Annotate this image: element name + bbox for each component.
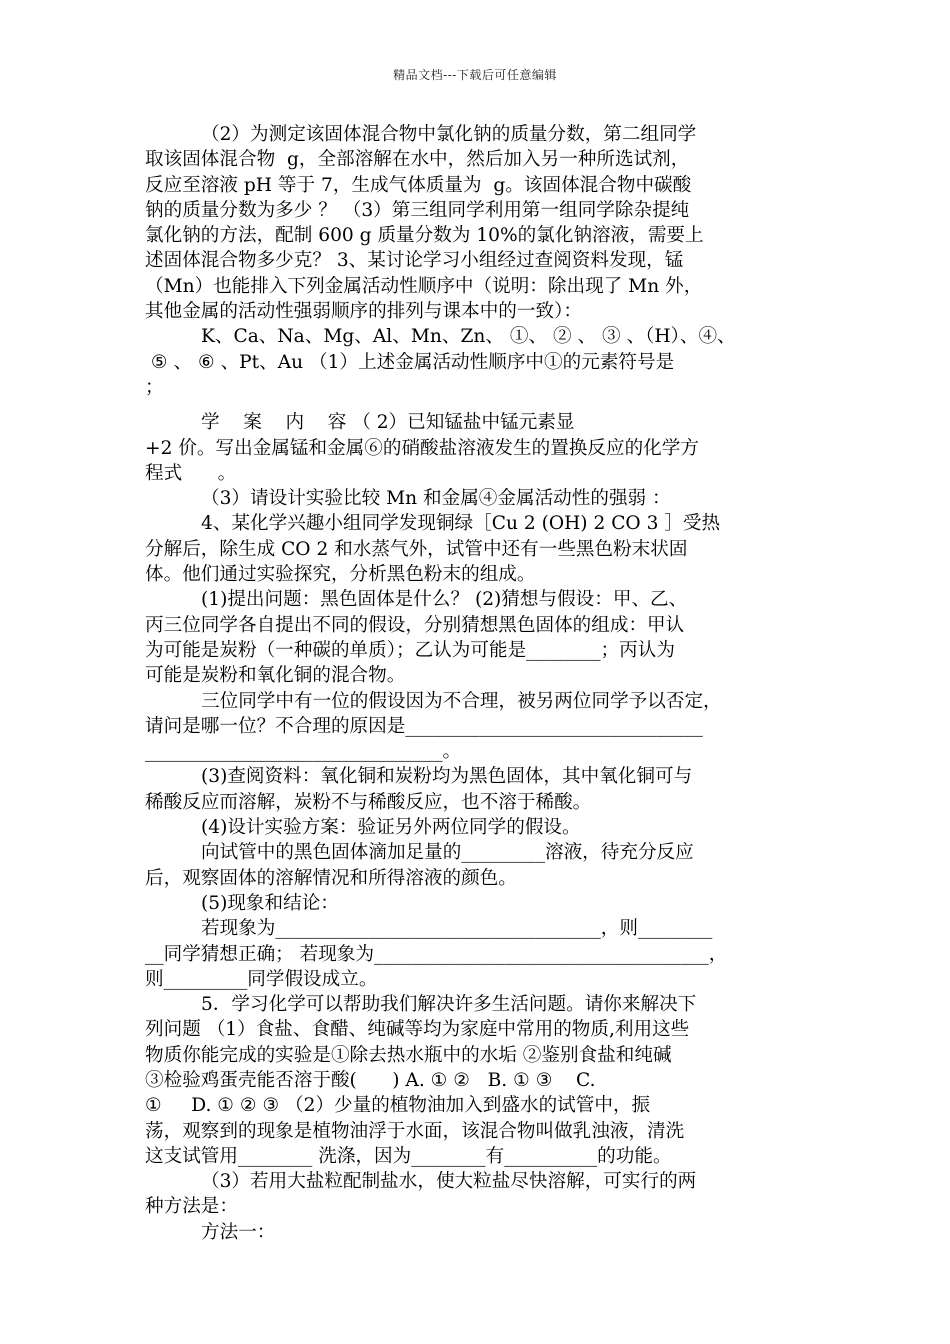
text-line: 请问是哪一位？不合理的原因是________________________________ bbox=[145, 715, 703, 737]
text-line: 列问题 （1）食盐、食醋、纯碱等均为家庭中常用的物质,利用这些 bbox=[145, 1019, 690, 1041]
text-line: 程式 。 bbox=[145, 462, 237, 484]
text-line: (3)查阅资料：氧化铜和炭粉均为黑色固体，其中氧化铜可与 bbox=[201, 766, 693, 788]
text-line: （3）若用大盐粒配制盐水，使大粒盐尽快溶解，可实行的两 bbox=[201, 1171, 697, 1193]
text-line: ③检验鸡蛋壳能否溶于酸( ) A. ① ② B. ① ③ C. bbox=[145, 1069, 596, 1091]
text-line: （3）请设计实验比较 Mn 和金属④金属活动性的强弱 ： bbox=[201, 488, 671, 510]
text-line: (4)设计实验方案：验证另外两位同学的假设。 bbox=[201, 817, 581, 839]
text-line: 体。他们通过实验探究，分析黑色粉末的组成。 bbox=[145, 564, 536, 586]
page-header: 精品文档---下载后可任意编辑 bbox=[393, 68, 557, 82]
document-body bbox=[145, 122, 809, 1245]
text-line: (5)现象和结论： bbox=[201, 892, 339, 914]
text-line: 丙三位同学各自提出不同的假设，分别猜想黑色固体的组成：甲认 bbox=[145, 614, 685, 636]
text-line: 物质你能完成的实验是①除去热水瓶中的水垢 ②鉴别食盐和纯碱 bbox=[145, 1044, 672, 1066]
text-line: 学 案 内 容 （ 2）已知锰盐中锰元素显 bbox=[201, 412, 575, 434]
text-line: 向试管中的黑色固体滴加足量的_________溶液，待充分反应 bbox=[201, 842, 694, 864]
text-line: 5．学习化学可以帮助我们解决许多生活问题。请你来解决下 bbox=[201, 994, 697, 1016]
text-line: __同学猜想正确； 若现象为____________________________________， bbox=[145, 943, 728, 965]
text-line: ________________________________。 bbox=[145, 741, 462, 763]
text-line: 荡，观察到的现象是植物油浮于水面，该混合物叫做乳浊液，清洗 bbox=[145, 1120, 685, 1142]
text-line: 钠的质量分数为多少 ？ （3）第三组同学利用第一组同学除杂提纯 bbox=[145, 199, 690, 221]
text-line: 分解后，除生成 CO 2 和水蒸气外，试管中还有一些黑色粉末状固 bbox=[145, 538, 688, 560]
text-line: 这支试管用________ 洗涤，因为________有__________的功能。 bbox=[145, 1145, 672, 1167]
text-line: （2）为测定该固体混合物中氯化钠的质量分数，第二组同学 bbox=[201, 124, 697, 145]
text-line: 反应至溶液 pH 等于 7，生成气体质量为 g。该固体混合物中碳酸 bbox=[145, 174, 692, 196]
text-line: 三位同学中有一位的假设因为不合理，被另两位同学予以否定， bbox=[201, 690, 722, 712]
text-line: ⑤ 、 ⑥ 、Pt、Au （1）上述金属活动性顺序中①的元素符号是 bbox=[145, 351, 675, 373]
text-line: 若现象为___________________________________，则________ bbox=[201, 918, 713, 940]
text-line: 方法一： bbox=[201, 1221, 276, 1243]
text-line: 其他金属的活动性强弱顺序的排列与课本中的一致）： bbox=[145, 301, 582, 323]
text-line: 稀酸反应而溶解，炭粉不与稀酸反应，也不溶于稀酸。 bbox=[145, 791, 592, 813]
text-line: 种方法是： bbox=[145, 1196, 238, 1218]
text-line: 述固体混合物多少克？ 3、某讨论学习小组经过查阅资料发现，锰 bbox=[145, 250, 684, 272]
text-line: 可能是炭粉和氧化铜的混合物。 bbox=[145, 665, 406, 687]
text-line: 后，观察固体的溶解情况和所得溶液的颜色。 bbox=[145, 867, 517, 889]
text-line: 4、某化学兴趣小组同学发现铜绿［Cu 2 (OH) 2 CO 3 ］受热 bbox=[201, 513, 721, 535]
text-line: ① D. ① ② ③ （2）少量的植物油加入到盛水的试管中，振 bbox=[145, 1095, 651, 1117]
text-line: 取该固体混合物 g，全部溶解在水中，然后加入另一种所选试剂， bbox=[145, 149, 690, 171]
text-line: 为可能是炭粉（一种碳的单质）；乙认为可能是________；丙认为 bbox=[145, 639, 675, 661]
text-line: 则_________同学假设成立。 bbox=[145, 968, 378, 990]
text-line: K、Ca、Na、Mg、Al、Mn、Zn、 ①、 ② 、 ③ 、（H）、④、 bbox=[201, 326, 736, 348]
text-line: 氯化钠的方法，配制 600 g 质量分数为 10%的氯化钠溶液，需要上 bbox=[145, 225, 704, 247]
text-line: （Mn）也能排入下列金属活动性顺序中（说明：除出现了 Mn 外， bbox=[145, 275, 703, 297]
text-line: (1)提出问题：黑色固体是什么？ (2)猜想与假设：甲、乙、 bbox=[201, 589, 688, 611]
text-line: +2 价。写出金属锰和金属⑥的硝酸盐溶液发生的置换反应的化学方 bbox=[145, 437, 699, 459]
text-line: ； bbox=[145, 376, 164, 398]
